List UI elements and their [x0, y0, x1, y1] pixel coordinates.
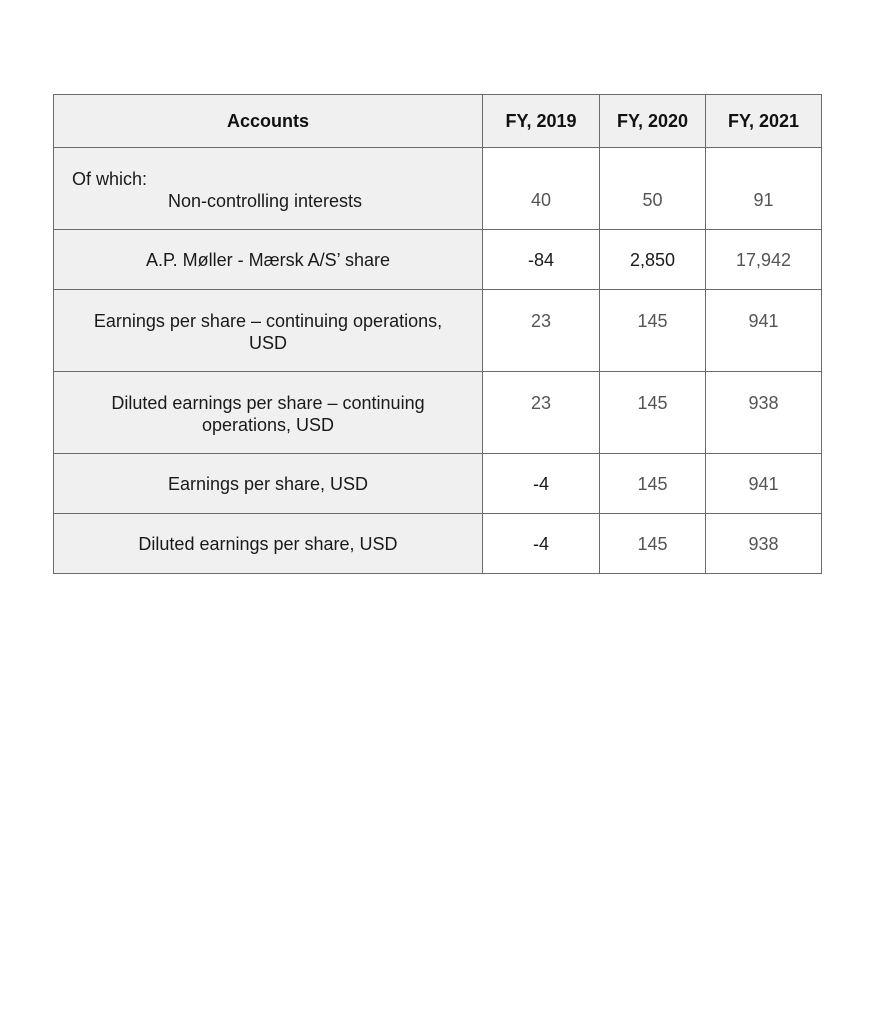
header-fy2020: FY, 2020 [600, 95, 706, 148]
header-accounts: Accounts [54, 95, 483, 148]
table-row [54, 372, 822, 454]
account-label: Diluted earnings per share, USD [54, 514, 483, 574]
table-row [54, 514, 822, 574]
table-header [54, 95, 822, 148]
header-fy2019: FY, 2019 [483, 95, 600, 148]
value-fy2021: 938 [706, 372, 822, 454]
account-cell [54, 148, 483, 230]
value-fy2020: 145 [600, 372, 706, 454]
value-fy2021: 941 [706, 290, 822, 372]
account-label: A.P. Møller - Mærsk A/S’ share [54, 230, 483, 290]
value-fy2021: 938 [706, 514, 822, 574]
value-fy2020: 145 [600, 290, 706, 372]
value-fy2020: 2,850 [600, 230, 706, 290]
header-fy2021: FY, 2021 [706, 95, 822, 148]
group-label: Of which: [72, 169, 148, 189]
financial-table [53, 94, 822, 574]
table-row [54, 454, 822, 514]
value-fy2021: 941 [706, 454, 822, 514]
value-fy2020: 145 [600, 514, 706, 574]
value-fy2019: 40 [483, 148, 600, 230]
value-fy2019: -4 [483, 514, 600, 574]
value-fy2019: -84 [483, 230, 600, 290]
account-label: Earnings per share – continuing operations, USD [54, 290, 483, 372]
table-row [54, 148, 822, 230]
value-fy2019: 23 [483, 372, 600, 454]
account-label: Diluted earnings per share – continuing operations, USD [54, 372, 483, 454]
value-fy2020: 50 [600, 148, 706, 230]
table-row [54, 290, 822, 372]
value-fy2019: -4 [483, 454, 600, 514]
table-row [54, 230, 822, 290]
value-fy2021: 91 [706, 148, 822, 230]
value-fy2019: 23 [483, 290, 600, 372]
value-fy2021: 17,942 [706, 230, 822, 290]
account-label: Non-controlling interests [167, 191, 363, 211]
value-fy2020: 145 [600, 454, 706, 514]
account-label: Earnings per share, USD [54, 454, 483, 514]
